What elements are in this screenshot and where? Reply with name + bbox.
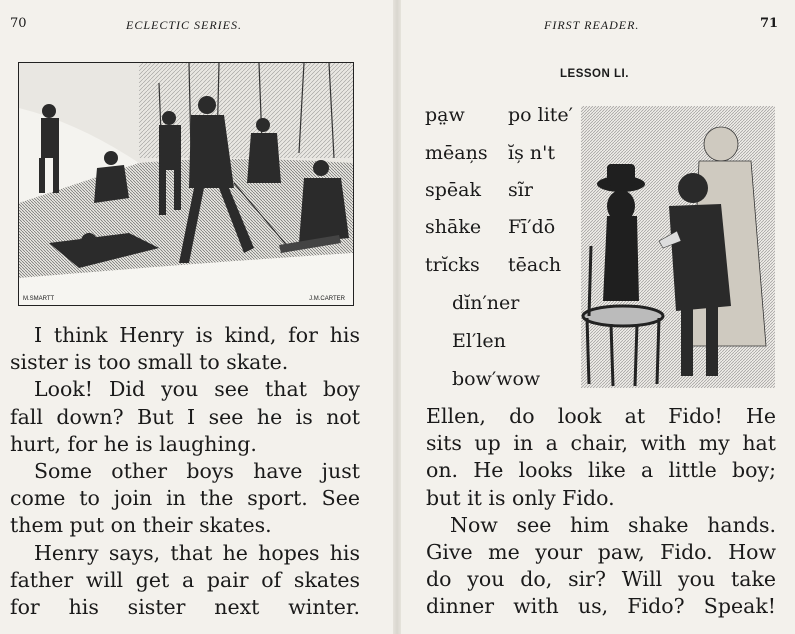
text-line: Now see him shake hands. xyxy=(450,512,776,537)
right-page xyxy=(398,0,795,634)
word-list-item: trĭcks xyxy=(425,254,480,276)
paragraph xyxy=(426,403,776,512)
text-line: but it is only Fido. xyxy=(426,485,615,510)
right-body-text xyxy=(426,403,776,621)
text-line: dinner with us, Fido? Speak! xyxy=(426,594,776,619)
page-number: 71 xyxy=(760,16,779,31)
text-line: Give me your paw, Fido. How xyxy=(426,540,776,565)
word-list-item: bow′wow xyxy=(452,368,541,390)
paragraph xyxy=(426,512,776,621)
dog-scene-drawing xyxy=(581,106,775,388)
word-list-item: mēan̦s xyxy=(425,142,488,164)
lesson-title: LESSON LI. xyxy=(560,68,629,80)
word-list-item: ĭș n't xyxy=(508,142,555,164)
word-list-item: El′len xyxy=(452,330,506,352)
text-line: Some other boys have just xyxy=(34,459,360,484)
running-head: ECLECTIC SERIES. xyxy=(126,18,243,32)
text-line: I think Henry is kind, for his xyxy=(34,323,360,347)
page-number: 70 xyxy=(10,16,27,31)
text-line: Ellen, do look at Fido! He xyxy=(426,404,776,428)
left-body-text xyxy=(10,322,360,621)
text-line: sister is too small to skate. xyxy=(10,350,289,375)
text-line: them put on their skates. xyxy=(10,513,272,538)
text-line: fall down? But I see he is not xyxy=(10,404,360,429)
paragraph xyxy=(10,540,360,622)
word-list-item: tēach xyxy=(508,254,562,276)
paragraph xyxy=(10,458,360,540)
running-head: FIRST READER. xyxy=(544,18,640,32)
skating-scene-illustration xyxy=(18,62,354,306)
text-line: father will get a pair of skates xyxy=(10,567,360,592)
text-line: come to join in the sport. See xyxy=(10,486,360,511)
paragraph xyxy=(10,322,360,376)
dog-on-chair-illustration xyxy=(581,106,775,388)
word-list-item: dĭn′ner xyxy=(452,292,520,314)
text-line: sits up in a chair, with my hat xyxy=(426,431,776,456)
left-page xyxy=(0,0,395,634)
word-list-item: pa̤w xyxy=(425,104,465,126)
word-list-item: sĩr xyxy=(508,179,533,201)
word-list-item: Fī′dō xyxy=(508,216,556,238)
word-list-item: po lite′ xyxy=(508,104,573,126)
text-line: Henry says, that he hopes his xyxy=(34,540,360,565)
engraver-signature: J.M.CARTER xyxy=(309,296,345,302)
text-line: for his sister next winter. xyxy=(10,595,360,620)
text-line: Look! Did you see that boy xyxy=(34,377,360,402)
word-list-item: shāke xyxy=(425,216,482,238)
text-line: do you do, sir? Will you take xyxy=(426,567,776,592)
text-line: on. He looks like a little boy; xyxy=(426,458,776,483)
word-list-item: spēak xyxy=(425,179,481,201)
skating-scene-drawing xyxy=(19,63,353,305)
text-line: hurt, for he is laughing. xyxy=(10,431,257,456)
paragraph xyxy=(10,376,360,458)
illustrator-signature: M.SMARTT xyxy=(23,296,55,302)
